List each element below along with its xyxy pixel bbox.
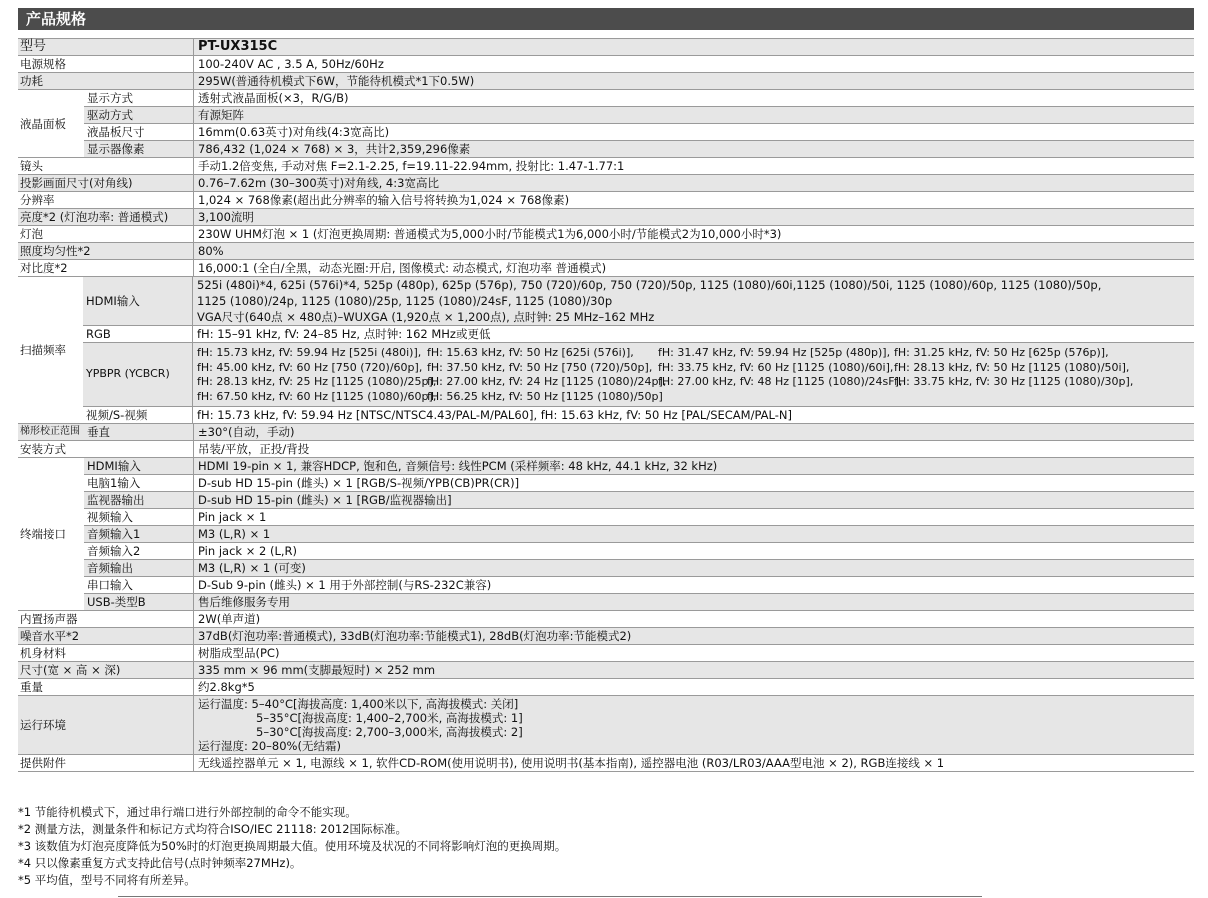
- label: 显示方式: [84, 90, 194, 106]
- value: 16mm(0.63英寸)对角线(4:3宽高比): [198, 125, 390, 139]
- row-brightness: [18, 208, 1194, 225]
- lcd-item: [84, 90, 1194, 106]
- keystone-item: [84, 424, 1194, 440]
- label: 视频/S-视频: [83, 407, 193, 423]
- row-screen-size: [18, 174, 1194, 191]
- terminal-item: [84, 593, 1194, 610]
- value: 37dB(灯泡功率:普通模式), 33dB(灯泡功率:节能模式1), 28dB(灯泡功率:节能模式2): [198, 629, 632, 643]
- row-environment: [18, 695, 1194, 754]
- value: 230W UHM灯泡 × 1 (灯泡更换周期: 普通模式为5,000小时/节能模式1为6,000小时/节能模式2为10,000小时*3): [198, 227, 782, 241]
- value: fH: 15.73 kHz, fV: 59.94 Hz [NTSC/NTSC4.43/PAL-M/PAL60], fH: 15.63 kHz, fV: 50 Hz [PAL/SECAM/PAL-N]: [197, 408, 792, 422]
- cell: fH: 56.25 kHz, fV: 50 Hz [1125 (1080)/50p]: [427, 389, 663, 403]
- cell: fH: 31.47 kHz, fV: 59.94 Hz [525p (480p)],: [658, 346, 891, 359]
- value: 透射式液晶面板(×3，R/G/B): [198, 91, 349, 105]
- cell: fH: 31.25 kHz, fV: 50 Hz [625p (576p)],: [894, 346, 1109, 359]
- label: 驱动方式: [84, 107, 194, 123]
- footnote: *5 平均值，型号不同将有所差异。: [18, 873, 196, 887]
- value: 树脂成型品(PC): [198, 646, 280, 660]
- row-material: [18, 644, 1194, 661]
- value: ±30°(自动，手动): [198, 425, 295, 439]
- group-lcd: [18, 89, 1194, 157]
- line: 运行湿度: 20–80%(无结霜): [198, 739, 341, 753]
- label: 内置扬声器: [18, 611, 194, 627]
- line: 5–35°C[海拔高度: 1,400–2,700米, 高海拔模式: 1]: [256, 711, 523, 725]
- section-title: 产品规格: [18, 8, 1194, 30]
- terminal-item: [84, 525, 1194, 542]
- lcd-item: [84, 140, 1194, 157]
- label: 镜头: [18, 158, 194, 174]
- value: D-Sub 9-pin (雌头) × 1 用于外部控制(与RS-232C兼容): [198, 578, 492, 592]
- row-uniformity: [18, 242, 1194, 259]
- label: 液晶板尺寸: [84, 124, 194, 140]
- value: 2W(单声道): [198, 612, 261, 626]
- label: 照度均匀性*2: [18, 243, 194, 259]
- value: Pin jack × 1: [198, 510, 267, 524]
- value: 吊装/平放，正投/背投: [198, 442, 310, 456]
- value: M3 (L,R) × 1 (可变): [198, 561, 306, 575]
- row-contrast: [18, 259, 1194, 276]
- value: 3,100流明: [198, 210, 254, 224]
- lcd-item: [84, 123, 1194, 140]
- cell: fH: 33.75 kHz, fV: 60 Hz [1125 (1080)/60i],: [658, 360, 894, 374]
- row-speaker: [18, 610, 1194, 627]
- scan-ypbpr: [83, 342, 1194, 406]
- spec-table: [18, 38, 1194, 772]
- label: 分辨率: [18, 192, 194, 208]
- lcd-item: [84, 106, 1194, 123]
- terminal-item: [84, 508, 1194, 525]
- row-dimensions: [18, 661, 1194, 678]
- value: 786,432 (1,024 × 768) × 3，共计2,359,296像素: [198, 142, 471, 156]
- footnote: *2 测量方法，测量条件和标记方式均符合ISO/IEC 21118: 2012国际标准。: [18, 822, 408, 836]
- label: 显示器像素: [84, 141, 194, 157]
- cell: fH: 15.63 kHz, fV: 50 Hz [625i (576i)],: [427, 346, 634, 359]
- label: 视频输入: [84, 509, 194, 525]
- value: 有源矩阵: [198, 108, 244, 122]
- cell: fH: 28.13 kHz, fV: 50 Hz [1125 (1080)/50i],: [894, 360, 1130, 374]
- label: 灯泡: [18, 226, 194, 242]
- terminal-item: [84, 576, 1194, 593]
- label: 提供附件: [18, 755, 194, 771]
- value: [193, 277, 1194, 325]
- label: 投影画面尺寸(对角线): [18, 175, 194, 191]
- value: [194, 696, 1194, 754]
- value: 1,024 × 768像素(超出此分辨率的输入信号将转换为1,024 × 768像素): [198, 193, 570, 207]
- table-bottom-border: [18, 771, 1194, 772]
- group-keystone: [18, 423, 1194, 440]
- terminal-item: [84, 474, 1194, 491]
- value: 手动1.2倍变焦, 手动对焦 F=2.1-2.25, f=19.11-22.94mm, 投射比: 1.47-1.77:1: [198, 159, 625, 173]
- cell: fH: 45.00 kHz, fV: 60 Hz [750 (720)/60p],: [197, 360, 423, 374]
- cell: fH: 33.75 kHz, fV: 30 Hz [1125 (1080)/30p],: [894, 375, 1134, 388]
- footnote: *3 该数值为灯泡亮度降低为50%时的灯泡更换周期最大值。使用环境及状况的不同将影响灯泡的更换周期。: [18, 839, 567, 853]
- ypbpr-grid: [197, 346, 1194, 404]
- label: 监视器输出: [84, 492, 194, 508]
- footnote: *4 只以像素重复方式支持此信号(点时钟频率27MHz)。: [18, 856, 302, 870]
- label: 尺寸(宽 × 高 × 深): [18, 662, 194, 678]
- group-terminals: [18, 457, 1194, 610]
- page-bottom-rule: [118, 896, 982, 897]
- value: 0.76–7.62m (30–300英寸)对角线, 4:3宽高比: [198, 176, 439, 190]
- footnote: *1 节能待机模式下，通过串行端口进行外部控制的命令不能实现。: [18, 805, 357, 819]
- value: 335 mm × 96 mm(支脚最短时) × 252 mm: [198, 663, 436, 677]
- line: VGA尺寸(640点 × 480点)–WUXGA (1,920点 × 1,200点), 点时钟: 25 MHz–162 MHz: [197, 310, 655, 324]
- cell: fH: 27.00 kHz, fV: 48 Hz [1125 (1080)/24sF],: [658, 375, 903, 388]
- value: 80%: [198, 244, 224, 258]
- label: 音频输入2: [84, 543, 194, 559]
- cell: fH: 27.00 kHz, fV: 24 Hz [1125 (1080)/24p],: [427, 375, 667, 388]
- value: 100-240V AC , 3.5 A, 50Hz/60Hz: [198, 57, 384, 71]
- label: HDMI输入: [83, 277, 193, 325]
- line: 1125 (1080)/24p, 1125 (1080)/25p, 1125 (1080)/24sF, 1125 (1080)/30p: [197, 294, 613, 308]
- terminal-item: [84, 559, 1194, 576]
- label: 垂直: [84, 424, 194, 440]
- label: 重量: [18, 679, 194, 695]
- row-power-consumption: [18, 72, 1194, 89]
- label: 亮度*2 (灯泡功率: 普通模式): [18, 209, 194, 225]
- group-scan: [18, 276, 1194, 423]
- value: [193, 343, 1194, 406]
- value: 约2.8kg*5: [198, 680, 255, 694]
- cell: fH: 67.50 kHz, fV: 60 Hz [1125 (1080)/60p],: [197, 389, 437, 403]
- footnotes: [18, 804, 566, 889]
- scan-hdmi: [83, 277, 1194, 325]
- terminal-item: [84, 458, 1194, 474]
- label: 功耗: [18, 73, 194, 89]
- scan-video: [83, 406, 1194, 423]
- terminal-item: [84, 542, 1194, 559]
- row-installation: [18, 440, 1194, 457]
- value: D-sub HD 15-pin (雌头) × 1 [RGB/监视器输出]: [198, 493, 452, 507]
- value: M3 (L,R) × 1: [198, 527, 271, 541]
- cell: fH: 37.50 kHz, fV: 50 Hz [750 (720)/50p],: [427, 360, 653, 374]
- value: 16,000:1 (全白/全黑，动态光圈:开启, 图像模式: 动态模式, 灯泡功率 普通模式): [198, 261, 607, 275]
- cell: [894, 390, 1194, 405]
- row-resolution: [18, 191, 1194, 208]
- row-power-supply: [18, 55, 1194, 72]
- value: D-sub HD 15-pin (雌头) × 1 [RGB/S-视频/YPB(CB)PR(CR)]: [198, 476, 520, 490]
- group-label-lcd: 液晶面板: [18, 90, 84, 157]
- value: HDMI 19-pin × 1, 兼容HDCP, 饱和色, 音频信号: 线性PCM (采样频率: 48 kHz, 44.1 kHz, 32 kHz): [198, 459, 718, 473]
- group-label-scan: 扫描频率: [18, 277, 83, 423]
- row-weight: [18, 678, 1194, 695]
- terminal-item: [84, 491, 1194, 508]
- label: 安装方式: [18, 441, 194, 457]
- line: 5–30°C[海拔高度: 2,700–3,000米, 高海拔模式: 2]: [256, 725, 523, 739]
- value: fH: 15–91 kHz, fV: 24–85 Hz, 点时钟: 162 MHz或更低: [197, 327, 491, 341]
- label: HDMI输入: [84, 458, 194, 474]
- cell: fH: 15.73 kHz, fV: 59.94 Hz [525i (480i)],: [197, 346, 422, 359]
- value: 无线遥控器单元 × 1, 电源线 × 1, 软件CD-ROM(使用说明书), 使用说明书(基本指南), 遥控器电池 (R03/LR03/AAA型电池 × 2), RGB连接线 × 1: [198, 756, 945, 770]
- label: 电脑1输入: [84, 475, 194, 491]
- group-label-keystone: 梯形校正范围: [18, 424, 84, 440]
- group-label-terminals: 终端接口: [18, 458, 84, 610]
- label: USB-类型B: [84, 594, 194, 610]
- line: 运行温度: 5–40°C[海拔高度: 1,400米以下, 高海拔模式: 关闭]: [198, 697, 519, 711]
- row-accessories: [18, 754, 1194, 771]
- row-lens: [18, 157, 1194, 174]
- label: YPBPR (YCBCR): [83, 343, 193, 406]
- value-model: PT-UX315C: [198, 39, 278, 54]
- label: 运行环境: [18, 696, 194, 754]
- value: 295W(普通待机模式下6W，节能待机模式*1下0.5W): [198, 74, 475, 88]
- label: 串口输入: [84, 577, 194, 593]
- value: 售后维修服务专用: [198, 595, 290, 609]
- row-noise: [18, 627, 1194, 644]
- label-model: 型号: [18, 39, 194, 55]
- line: 525i (480i)*4, 625i (576i)*4, 525p (480p), 625p (576p), 750 (720)/60p, 750 (720)/50p, 1125 (1080)/60i,1125 (1080)/50i, 1125 (1080)/60p, 1125 (1080)/50p,: [197, 278, 1102, 292]
- label: 机身材料: [18, 645, 194, 661]
- label: 噪音水平*2: [18, 628, 194, 644]
- value: Pin jack × 2 (L,R): [198, 544, 297, 558]
- label: 音频输出: [84, 560, 194, 576]
- scan-rgb: [83, 325, 1194, 342]
- row-lamp: [18, 225, 1194, 242]
- cell: fH: 28.13 kHz, fV: 25 Hz [1125 (1080)/25p],: [197, 375, 437, 388]
- label: 电源规格: [18, 56, 194, 72]
- label: 音频输入1: [84, 526, 194, 542]
- cell: [658, 390, 894, 405]
- label: 对比度*2: [18, 260, 194, 276]
- label: RGB: [83, 326, 193, 342]
- row-model: [18, 38, 1194, 55]
